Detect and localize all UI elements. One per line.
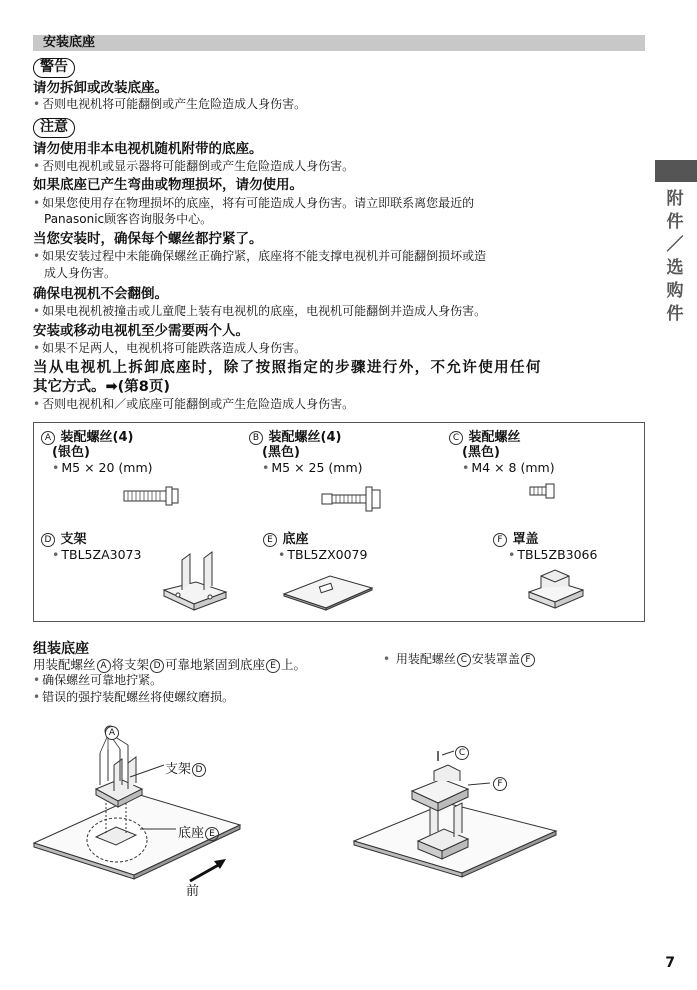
assembly-illustration-1: [30, 725, 260, 900]
caution-bullet-2: • 如果您使用存在物理损坏的底座，将有可能造成人身伤害。请立即联系离您最近的: [33, 196, 474, 211]
part-f-spec: • TBL5ZB3066: [508, 547, 597, 562]
page-number: 7: [665, 955, 675, 971]
warning-label: 警告: [33, 58, 75, 78]
caution-bullet-2-cont: Panasonic顾客咨询服务中心。: [44, 212, 213, 226]
part-c-mark: C: [449, 431, 463, 445]
part-b-color: (黑色): [262, 445, 300, 460]
caution-heading-5: 安装或移动电视机至少需要两个人。: [33, 323, 249, 339]
section-title: 安装底座: [43, 35, 96, 50]
part-d-spec: • TBL5ZA3073: [52, 547, 141, 562]
fig-mark-a: A: [105, 726, 119, 740]
caution-bullet-5: • 如果不足两人，电视机将可能跌落造成人身伤害。: [33, 341, 306, 356]
caution-heading-1: 请勿使用非本电视机随机附带的底座。: [33, 141, 263, 157]
assembly-bullet-1: • 确保螺丝可靠地拧紧。: [33, 673, 162, 688]
assembly-step-1: 用装配螺丝 A 将支架 D 可靠地紧固到底座 E 上。: [33, 657, 307, 672]
warning-bullet: • 否则电视机将可能翻倒或产生危险造成人身伤害。: [33, 97, 306, 112]
part-e-mark: E: [263, 533, 277, 547]
part-a-name: A 装配螺丝(4): [40, 430, 133, 445]
part-c-color: (黑色): [462, 445, 500, 460]
part-e-spec: • TBL5ZX0079: [278, 547, 367, 562]
part-b-name: B 装配螺丝(4): [248, 430, 341, 445]
label-front: 前: [186, 884, 200, 899]
label-base: 底座 E: [178, 822, 220, 841]
mark-f: F: [521, 653, 535, 667]
caution-bullet-3-cont: 成人身伤害。: [44, 266, 117, 280]
caution-heading-2: 如果底座已产生弯曲或物理损坏，请勿使用。: [33, 177, 303, 193]
mark-d: D: [150, 659, 164, 673]
part-c-name: C 装配螺丝: [448, 430, 521, 445]
fig-mark-f: F: [493, 777, 507, 791]
screw-black-illustration: [320, 484, 385, 514]
part-b-mark: B: [249, 431, 263, 445]
caution-heading-6b: 其它方式。➡(第8页): [33, 379, 170, 395]
assembly-cover-step: • 用装配螺丝 C 安装罩盖 F: [383, 652, 536, 667]
part-f-mark: F: [493, 533, 507, 547]
section-header: [33, 35, 645, 51]
part-b-spec: • M5 × 25 (mm): [262, 460, 363, 475]
mark-e: E: [266, 659, 280, 673]
side-tab-text: 附件／选购件: [666, 189, 684, 324]
part-d-name: D 支架: [40, 532, 87, 547]
caution-heading-6a: 当从电视机上拆卸底座时，除了按照指定的步骤进行外，不允许使用任何: [33, 360, 542, 376]
caution-bullet-1: • 否则电视机或显示器将可能翻倒或产生危险造成人身伤害。: [33, 159, 354, 174]
bracket-illustration: [160, 548, 230, 614]
mark-c: C: [457, 653, 471, 667]
caution-heading-3: 当您安装时，确保每个螺丝都拧紧了。: [33, 231, 263, 247]
caution-bullet-6: • 否则电视机和／或底座可能翻倒或产生危险造成人身伤害。: [33, 397, 354, 412]
screw-silver-illustration: [122, 485, 182, 507]
assembly-bullet-2: • 错误的强拧装配螺丝将使螺纹磨损。: [33, 690, 234, 705]
caution-heading-4: 确保电视机不会翻倒。: [33, 286, 168, 302]
fig-mark-c: C: [455, 746, 469, 760]
part-a-mark: A: [41, 431, 55, 445]
warning-heading: 请勿拆卸或改装底座。: [33, 80, 168, 96]
label-bracket: 支架 D: [165, 758, 207, 777]
cover-illustration: [525, 566, 587, 612]
part-e-name: E 底座: [262, 532, 309, 547]
caution-bullet-3: • 如果安装过程中未能确保螺丝正确拧紧，底座将不能支撑电视机并可能翻倒损坏或造: [33, 249, 486, 264]
side-tab: [655, 160, 697, 182]
part-d-mark: D: [41, 533, 55, 547]
part-a-spec: • M5 × 20 (mm): [52, 460, 153, 475]
part-a-color: (银色): [52, 445, 90, 460]
part-f-name: F 罩盖: [492, 532, 539, 547]
caution-label: 注意: [33, 118, 75, 138]
assembly-title: 组装底座: [33, 641, 89, 657]
screw-small-illustration: [528, 482, 560, 500]
part-c-spec: • M4 × 8 (mm): [462, 460, 555, 475]
base-illustration: [280, 572, 375, 612]
caution-bullet-4: • 如果电视机被撞击或儿童爬上装有电视机的底座，电视机可能翻倒并造成人身伤害。: [33, 304, 486, 319]
mark-a: A: [97, 659, 111, 673]
assembly-illustration-2: [350, 745, 560, 880]
